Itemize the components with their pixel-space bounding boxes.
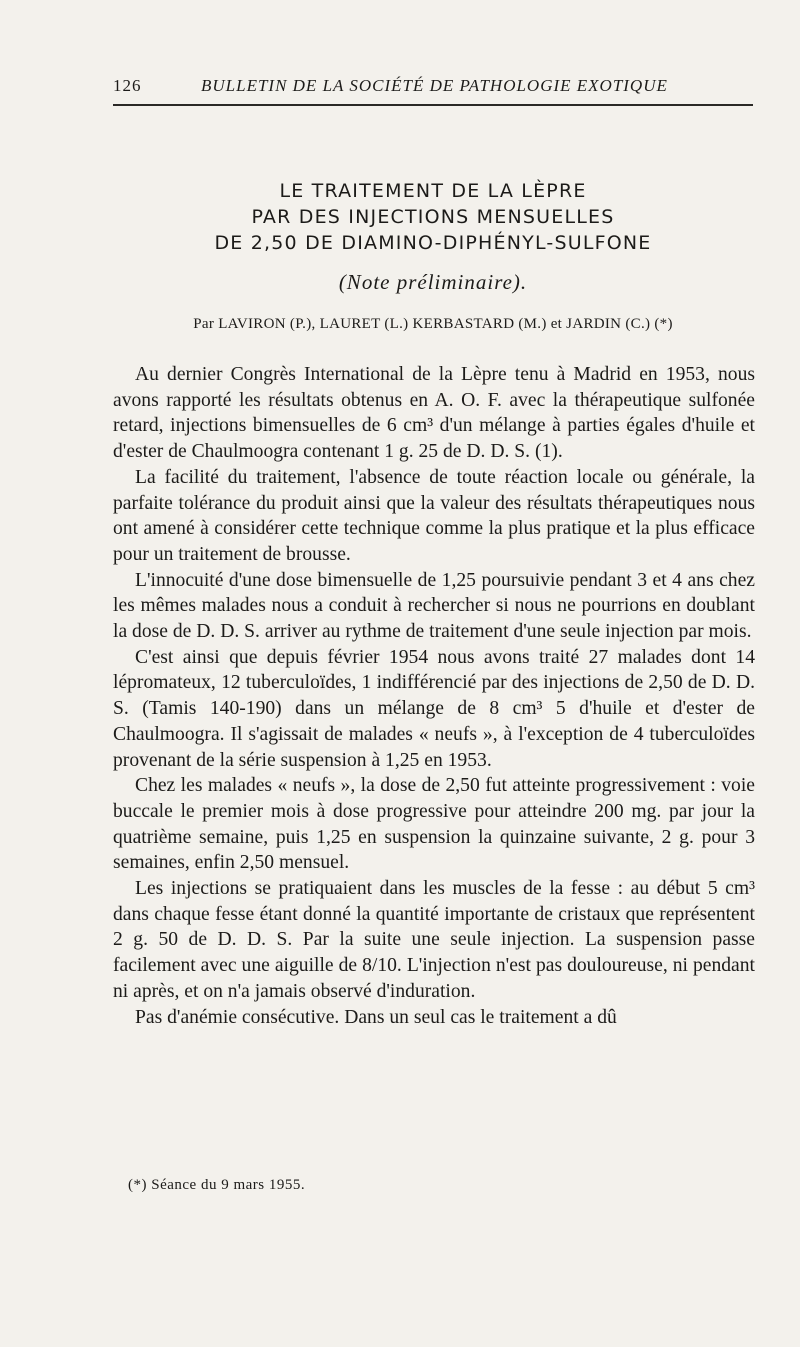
paragraph: Les injections se pratiquaient dans les muscles de la fesse : au début 5 cm³ dans chaque fesse étant donné la quantité importante de cristaux que représentent 2 g. 50 de D. D. S. Par la suite une seule injection. La suspension passe facilement avec une aiguille de 8/10. L'injection n'est pas douloureuse, ni pendant ni après, et on n'a jamais observé d'induration. — [113, 878, 755, 1002]
footnote: (*) Séance du 9 mars 1955. — [128, 1177, 306, 1193]
paragraph: Pas d'anémie consécutive. Dans un seul cas le traitement a dû — [135, 1006, 617, 1028]
running-header — [113, 76, 753, 100]
title-line-2: PAR DES INJECTIONS MENSUELLES — [251, 206, 615, 228]
paragraph: La facilité du traitement, l'absence de toute réaction locale ou générale, la parfaite tolérance du produit ainsi que la valeur des résultats thérapeutiques nous ont amené à considérer cette technique comme la plus pratique et la plus efficace pour un traitement de brousse. — [113, 466, 755, 565]
paragraph: C'est ainsi que depuis février 1954 nous avons traité 27 malades dont 14 lépromateux, 12 tuberculoïdes, 1 indifférencié par des injections de 2,50 de D. D. S. (Tamis 140-190) dans un mélange de 8 cm³ 5 d'huile et d'ester de Chaulmoogra. Il s'agissait de malades « neufs », à l'exception de 4 tuberculoïdes provenant de la série suspension à 1,25 en 1953. — [113, 646, 755, 771]
article-title — [113, 178, 753, 256]
title-line-1: LE TRAITEMENT DE LA LÈPRE — [279, 180, 587, 202]
paragraph: Chez les malades « neufs », la dose de 2,50 fut atteinte progressivement : voie buccale le premier mois à dose progressive pour atteindre 200 mg. par jour la quatrième semaine, puis 1,25 en suspension la quinzaine suivante, 2 g. pour 3 semaines, enfin 2,50 mensuel. — [113, 775, 755, 874]
title-line-3: DE 2,50 DE DIAMINO-DIPHÉNYL-SULFONE — [214, 232, 652, 254]
page-number: 126 — [113, 76, 142, 95]
paragraph: L'innocuité d'une dose bimensuelle de 1,25 poursuivie pendant 3 et 4 ans chez les mêmes malades nous a conduit à rechercher si nous ne pourrions en doublant la dose de D. D. S. arriver au rythme de traitement d'une seule injection par mois. — [113, 569, 755, 643]
article-subtitle: (Note préliminaire). — [338, 270, 528, 294]
author-line: Par LAVIRON (P.), LAURET (L.) KERBASTARD (M.) et JARDIN (C.) (*) — [193, 316, 673, 332]
article-body — [113, 362, 755, 1030]
paragraph: Au dernier Congrès International de la Lèpre tenu à Madrid en 1953, nous avons rapporté les résultats obtenus en A. O. F. avec la thérapeutique sulfonée retard, injections bimensuelles de 6 cm³ d'un mélange à parties égales d'huile et d'ester de Chaulmoogra contenant 1 g. 25 de D. D. S. (1). — [113, 364, 755, 463]
journal-title: BULLETIN DE LA SOCIÉTÉ DE PATHOLOGIE EXOTIQUE — [201, 76, 668, 95]
header-rule — [113, 104, 753, 106]
